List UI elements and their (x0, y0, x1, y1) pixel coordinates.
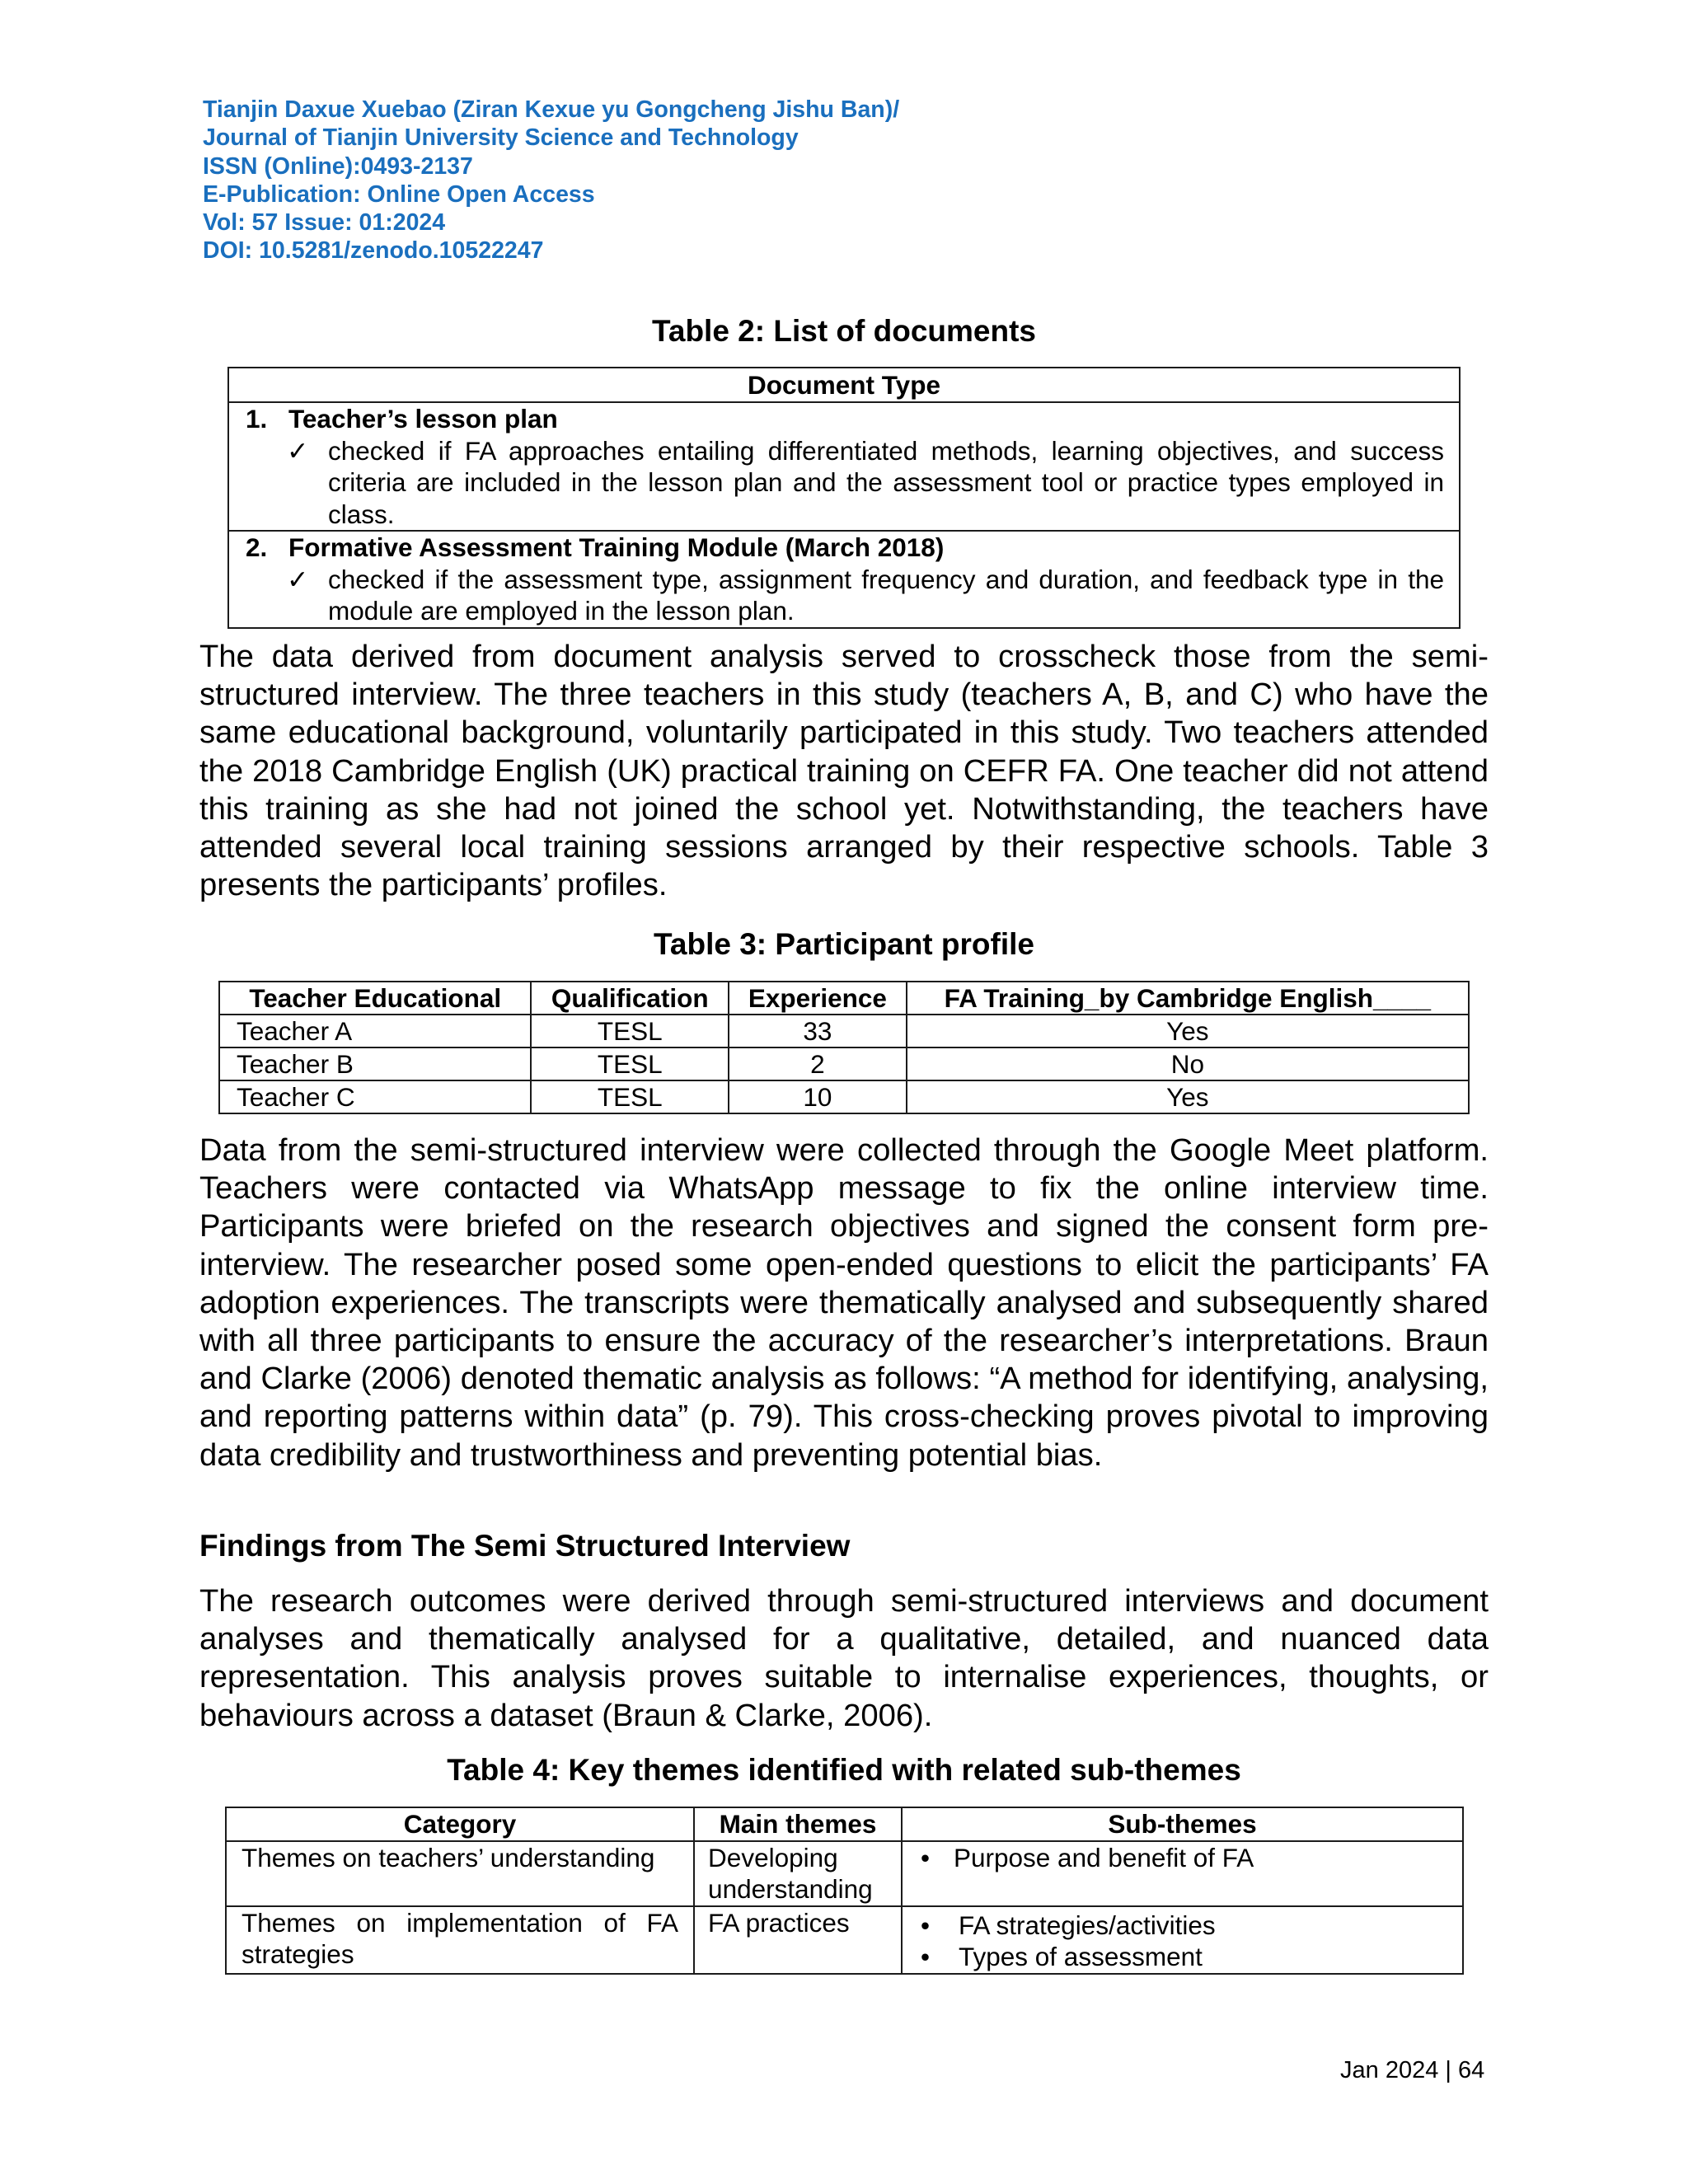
table-row (219, 1047, 1469, 1080)
qualification-cell: TESL (531, 1047, 729, 1080)
bullet-icon: • (920, 1910, 931, 1940)
table3-caption-text: Table 3: Participant profile (654, 927, 1034, 961)
table2-row (228, 531, 1460, 628)
training-cell: No (907, 1047, 1469, 1080)
journal-header (203, 96, 899, 265)
training-cell: Yes (907, 1015, 1469, 1047)
table4-header-row (226, 1807, 1463, 1841)
sub-theme-text: FA strategies/activities (958, 1910, 1216, 1940)
teacher-cell: Teacher C (219, 1080, 531, 1113)
column-header: Teacher Educational (219, 982, 531, 1015)
column-header: FA Training_by Cambridge English____ (907, 982, 1469, 1015)
bullet-icon: • (920, 1842, 931, 1872)
column-header: Main themes (694, 1807, 902, 1841)
column-header: Sub-themes (902, 1807, 1463, 1841)
sub-themes-cell (902, 1906, 1463, 1974)
experience-cell: 10 (729, 1080, 907, 1113)
table2-item-criteria (246, 435, 1444, 531)
table3-header-row (219, 982, 1469, 1015)
qualification-cell: TESL (531, 1080, 729, 1113)
section-heading: Findings from The Semi Structured Interview (199, 1529, 851, 1563)
category-cell: Themes on teachers’ understanding (226, 1841, 694, 1906)
journal-title-line: Tianjin Daxue Xuebao (Ziran Kexue yu Gongcheng Jishu Ban)/ (203, 96, 900, 123)
category-cell: Themes on implementation of FA strategies (226, 1906, 694, 1974)
sub-theme-text: Purpose and benefit of FA (953, 1842, 1254, 1872)
table2-caption (0, 313, 1688, 349)
teacher-cell: Teacher A (219, 1015, 531, 1047)
training-cell: Yes (907, 1080, 1469, 1113)
body-paragraph: The research outcomes were derived through semi-structured interviews and document analyses and thematically analysed for a qualitative, detailed, and nuanced data representation. This analysis proves suitable to internalise experiences, thoughts, or behaviours across a dataset (Braun & Clarke, 2006). (199, 1583, 1489, 1733)
body-paragraph: Data from the semi-structured interview were collected through the Google Meet platform. Teachers were contacted via WhatsApp message to fix the online interview time. Participants were briefed on the research objectives and signed the consent form pre-interview. The researcher posed some open-ended questions to elicit the participants’ FA adoption experiences. The transcripts were thematically analysed and subsequently shared with all three participants to ensure the accuracy of the researcher’s interpretations. Braun and Clarke (2006) denoted thematic analysis as follows: “A method for identifying, analysing, and reporting patterns within data” (p. 79). This cross-checking proves pivotal to improving data credibility and trustworthiness and preventing potential bias. (199, 1132, 1489, 1473)
teacher-cell: Teacher B (219, 1047, 531, 1080)
body-paragraph: The data derived from document analysis served to crosscheck those from the semi-structured interview. The three teachers in this study (teachers A, B, and C) who have the same educational background, voluntarily participated in this study. Two teachers attended the 2018 Cambridge English (UK) practical training on CEFR FA. One teacher did not attend this training as she had not joined the school yet. Notwithstanding, the teachers have attended several local training sessions arranged by their respective schools. Table 3 presents the participants’ profiles. (199, 639, 1489, 903)
column-header: Experience (729, 982, 907, 1015)
item-number: 2. (246, 532, 268, 562)
table4-caption-text: Table 4: Key themes identified with related sub-themes (447, 1753, 1241, 1787)
page-footer: Jan 2024 | 64 (1340, 2057, 1485, 2083)
item-title-text: Teacher’s lesson plan (288, 404, 558, 434)
table-row (219, 1080, 1469, 1113)
checkmark-icon: ✓ (287, 564, 309, 594)
table3-caption (0, 926, 1688, 963)
criteria-text: checked if the assessment type, assignment frequency and duration, and feedback type in the module are employed in the lesson plan. (328, 564, 1444, 626)
item-number: 1. (246, 404, 268, 434)
table2-item-title (246, 532, 1444, 564)
table2-caption-text: Table 2: List of documents (652, 314, 1036, 348)
journal-issn: ISSN (Online):0493-2137 (203, 152, 473, 180)
criteria-text: checked if FA approaches entailing differentiated methods, learning objectives, and success criteria are included in the lesson plan and the assessment tool or practice types employed in class. (328, 435, 1444, 529)
table2-header: Document Type (228, 368, 1460, 402)
checkmark-icon: ✓ (287, 435, 309, 466)
column-header: Category (226, 1807, 694, 1841)
table-row (226, 1841, 1463, 1906)
qualification-cell: TESL (531, 1015, 729, 1047)
table2-document-list (227, 367, 1461, 629)
journal-volume-issue: Vol: 57 Issue: 01:2024 (203, 209, 446, 237)
main-theme-cell: Developing understanding (694, 1841, 902, 1906)
table4-key-themes (225, 1807, 1464, 1975)
table4-caption (0, 1752, 1688, 1788)
table2-row (228, 402, 1460, 531)
main-theme-cell: FA practices (694, 1906, 902, 1974)
sub-theme-text: Types of assessment (958, 1942, 1203, 1971)
journal-title-english: Journal of Tianjin University Science and Technology (203, 124, 799, 152)
table3-participant-profile (218, 981, 1470, 1114)
column-header: Qualification (531, 982, 729, 1015)
journal-doi: DOI: 10.5281/zenodo.10522247 (203, 237, 544, 265)
table-row (219, 1015, 1469, 1047)
sub-theme-item (921, 1842, 1454, 1874)
journal-publication-type: E-Publication: Online Open Access (203, 180, 595, 208)
item-title-text: Formative Assessment Training Module (March 2018) (288, 532, 945, 562)
sub-theme-item (921, 1941, 1454, 1973)
table2-item-criteria (246, 564, 1444, 627)
sub-themes-cell (902, 1841, 1463, 1906)
table-row (226, 1906, 1463, 1974)
sub-theme-item (921, 1910, 1454, 1942)
bullet-icon: • (920, 1942, 931, 1971)
table2-item-title (246, 403, 1444, 435)
experience-cell: 2 (729, 1047, 907, 1080)
experience-cell: 33 (729, 1015, 907, 1047)
